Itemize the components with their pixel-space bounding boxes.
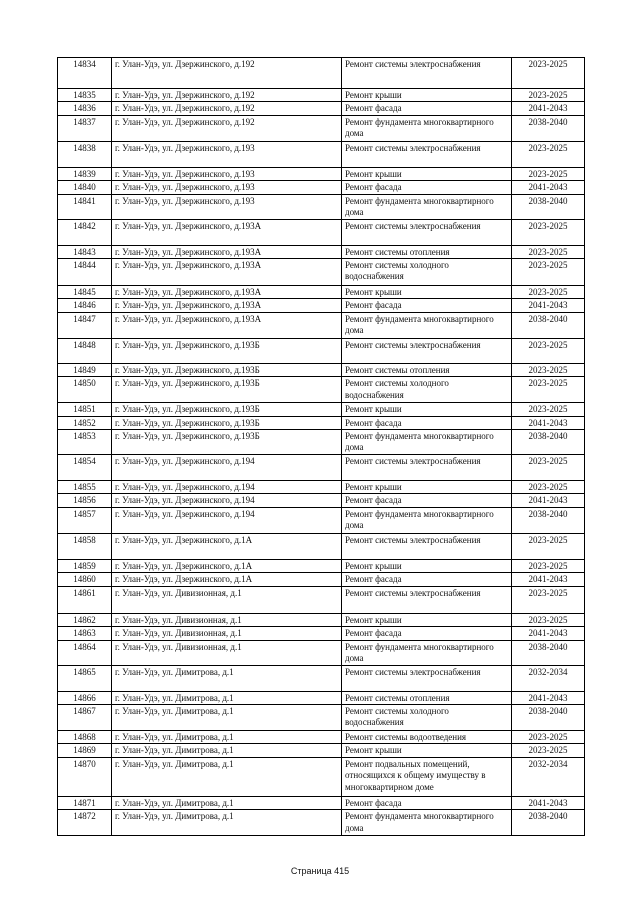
row-number-cell: 14835 [58, 89, 112, 102]
period-cell: 2023-2025 [512, 259, 585, 286]
period-cell: 2023-2025 [512, 730, 585, 743]
address-cell: г. Улан-Удэ, ул. Димитрова, д.1 [112, 665, 342, 691]
row-number-cell: 14857 [58, 507, 112, 533]
row-number-cell: 14852 [58, 416, 112, 429]
work-type-cell: Ремонт системы электроснабжения [342, 338, 512, 363]
work-type-cell: Ремонт системы отопления [342, 691, 512, 704]
work-type-cell: Ремонт фундамента многоквартирного дома [342, 810, 512, 836]
row-number-cell: 14850 [58, 377, 112, 403]
table-row [58, 259, 585, 286]
row-number-cell: 14865 [58, 665, 112, 691]
row-number-cell: 14841 [58, 194, 112, 219]
address-cell: г. Улан-Удэ, ул. Дзержинского, д.192 [112, 115, 342, 141]
row-number-cell: 14844 [58, 259, 112, 286]
address-cell: г. Улан-Удэ, ул. Дзержинского, д.193А [112, 259, 342, 286]
work-type-cell: Ремонт фасада [342, 102, 512, 115]
row-number-cell: 14871 [58, 796, 112, 809]
period-cell: 2023-2025 [512, 559, 585, 572]
address-cell: г. Улан-Удэ, ул. Дзержинского, д.193А [112, 312, 342, 338]
period-cell: 2041-2043 [512, 691, 585, 704]
period-cell: 2041-2043 [512, 416, 585, 429]
period-cell: 2038-2040 [512, 810, 585, 836]
period-cell: 2023-2025 [512, 377, 585, 403]
work-type-cell: Ремонт крыши [342, 559, 512, 572]
period-cell: 2023-2025 [512, 167, 585, 180]
table-row [58, 416, 585, 429]
work-type-cell: Ремонт крыши [342, 481, 512, 494]
period-cell: 2038-2040 [512, 194, 585, 219]
address-cell: г. Улан-Удэ, ул. Дзержинского, д.193Б [112, 403, 342, 416]
work-type-cell: Ремонт крыши [342, 403, 512, 416]
row-number-cell: 14860 [58, 573, 112, 586]
row-number-cell: 14838 [58, 141, 112, 167]
row-number-cell: 14866 [58, 691, 112, 704]
period-cell: 2038-2040 [512, 430, 585, 455]
work-type-cell: Ремонт фундамента многоквартирного дома [342, 430, 512, 455]
work-type-cell: Ремонт подвальных помещений, относящихся к общему имуществу в многоквартирном доме [342, 757, 512, 796]
address-cell: г. Улан-Удэ, ул. Димитрова, д.1 [112, 757, 342, 796]
row-number-cell: 14849 [58, 363, 112, 376]
table-row [58, 102, 585, 115]
row-number-cell: 14854 [58, 455, 112, 481]
table-row [58, 312, 585, 338]
address-cell: г. Улан-Удэ, ул. Димитрова, д.1 [112, 810, 342, 836]
row-number-cell: 14872 [58, 810, 112, 836]
table-row [58, 494, 585, 507]
address-cell: г. Улан-Удэ, ул. Дзержинского, д.193Б [112, 338, 342, 363]
work-type-cell: Ремонт системы водоотведения [342, 730, 512, 743]
table-row [58, 403, 585, 416]
period-cell: 2032-2034 [512, 665, 585, 691]
row-number-cell: 14843 [58, 245, 112, 258]
work-type-cell: Ремонт системы электроснабжения [342, 665, 512, 691]
row-number-cell: 14847 [58, 312, 112, 338]
table-row [58, 533, 585, 559]
address-cell: г. Улан-Удэ, ул. Дзержинского, д.192 [112, 58, 342, 89]
period-cell: 2038-2040 [512, 115, 585, 141]
work-type-cell: Ремонт фундамента многоквартирного дома [342, 312, 512, 338]
address-cell: г. Улан-Удэ, ул. Дзержинского, д.193Б [112, 377, 342, 403]
table-row [58, 559, 585, 572]
table-row [58, 194, 585, 219]
address-cell: г. Улан-Удэ, ул. Дзержинского, д.194 [112, 455, 342, 481]
period-cell: 2023-2025 [512, 533, 585, 559]
period-cell: 2038-2040 [512, 312, 585, 338]
period-cell: 2038-2040 [512, 640, 585, 665]
row-number-cell: 14862 [58, 613, 112, 626]
table-row [58, 613, 585, 626]
work-type-cell: Ремонт крыши [342, 167, 512, 180]
row-number-cell: 14864 [58, 640, 112, 665]
period-cell: 2023-2025 [512, 403, 585, 416]
table-row [58, 810, 585, 836]
row-number-cell: 14839 [58, 167, 112, 180]
work-type-cell: Ремонт фундамента многоквартирного дома [342, 640, 512, 665]
address-cell: г. Улан-Удэ, ул. Дзержинского, д.193А [112, 219, 342, 245]
row-number-cell: 14868 [58, 730, 112, 743]
table-row [58, 377, 585, 403]
row-number-cell: 14867 [58, 704, 112, 730]
work-type-cell: Ремонт системы электроснабжения [342, 455, 512, 481]
row-number-cell: 14846 [58, 299, 112, 312]
row-number-cell: 14853 [58, 430, 112, 455]
address-cell: г. Улан-Удэ, ул. Дзержинского, д.1А [112, 573, 342, 586]
address-cell: г. Улан-Удэ, ул. Димитрова, д.1 [112, 796, 342, 809]
period-cell: 2023-2025 [512, 245, 585, 258]
period-cell: 2041-2043 [512, 627, 585, 640]
row-number-cell: 14856 [58, 494, 112, 507]
period-cell: 2023-2025 [512, 363, 585, 376]
address-cell: г. Улан-Удэ, ул. Дивизионная, д.1 [112, 640, 342, 665]
work-type-cell: Ремонт фасада [342, 181, 512, 194]
address-cell: г. Улан-Удэ, ул. Дзержинского, д.193А [112, 286, 342, 299]
address-cell: г. Улан-Удэ, ул. Димитрова, д.1 [112, 691, 342, 704]
period-cell: 2041-2043 [512, 796, 585, 809]
address-cell: г. Улан-Удэ, ул. Дзержинского, д.193А [112, 299, 342, 312]
address-cell: г. Улан-Удэ, ул. Дзержинского, д.193А [112, 245, 342, 258]
period-cell: 2023-2025 [512, 89, 585, 102]
work-type-cell: Ремонт системы электроснабжения [342, 219, 512, 245]
address-cell: г. Улан-Удэ, ул. Дзержинского, д.194 [112, 507, 342, 533]
table-row [58, 627, 585, 640]
work-type-cell: Ремонт крыши [342, 286, 512, 299]
table-row [58, 245, 585, 258]
address-cell: г. Улан-Удэ, ул. Дзержинского, д.193 [112, 141, 342, 167]
table-row [58, 586, 585, 613]
row-number-cell: 14842 [58, 219, 112, 245]
work-type-cell: Ремонт системы холодного водоснабжения [342, 259, 512, 286]
address-cell: г. Улан-Удэ, ул. Дзержинского, д.194 [112, 481, 342, 494]
period-cell: 2023-2025 [512, 219, 585, 245]
table-row [58, 640, 585, 665]
work-type-cell: Ремонт системы отопления [342, 245, 512, 258]
table-row [58, 89, 585, 102]
page-number: Страница 415 [290, 866, 350, 876]
work-type-cell: Ремонт фасада [342, 627, 512, 640]
work-type-cell: Ремонт системы электроснабжения [342, 141, 512, 167]
work-type-cell: Ремонт фундамента многоквартирного дома [342, 194, 512, 219]
address-cell: г. Улан-Удэ, ул. Дзержинского, д.1А [112, 559, 342, 572]
period-cell: 2023-2025 [512, 338, 585, 363]
table-row [58, 455, 585, 481]
address-cell: г. Улан-Удэ, ул. Дивизионная, д.1 [112, 586, 342, 613]
address-cell: г. Улан-Удэ, ул. Дзержинского, д.193 [112, 181, 342, 194]
period-cell: 2023-2025 [512, 141, 585, 167]
address-cell: г. Улан-Удэ, ул. Дзержинского, д.193Б [112, 430, 342, 455]
work-type-cell: Ремонт фасада [342, 796, 512, 809]
row-number-cell: 14840 [58, 181, 112, 194]
row-number-cell: 14845 [58, 286, 112, 299]
address-cell: г. Улан-Удэ, ул. Дивизионная, д.1 [112, 613, 342, 626]
work-type-cell: Ремонт фундамента многоквартирного дома [342, 507, 512, 533]
table-row [58, 299, 585, 312]
address-cell: г. Улан-Удэ, ул. Дивизионная, д.1 [112, 627, 342, 640]
period-cell: 2023-2025 [512, 286, 585, 299]
period-cell: 2041-2043 [512, 102, 585, 115]
table-row [58, 691, 585, 704]
work-type-cell: Ремонт крыши [342, 613, 512, 626]
row-number-cell: 14855 [58, 481, 112, 494]
period-cell: 2023-2025 [512, 455, 585, 481]
row-number-cell: 14851 [58, 403, 112, 416]
table-row [58, 167, 585, 180]
work-type-cell: Ремонт системы отопления [342, 363, 512, 376]
work-type-cell: Ремонт фасада [342, 416, 512, 429]
work-type-cell: Ремонт системы холодного водоснабжения [342, 377, 512, 403]
period-cell: 2023-2025 [512, 613, 585, 626]
period-cell: 2041-2043 [512, 181, 585, 194]
table-row [58, 757, 585, 796]
period-cell: 2023-2025 [512, 481, 585, 494]
table-row [58, 507, 585, 533]
period-cell: 2023-2025 [512, 58, 585, 89]
table-row [58, 665, 585, 691]
works-table [57, 57, 585, 836]
address-cell: г. Улан-Удэ, ул. Дзержинского, д.193Б [112, 363, 342, 376]
work-type-cell: Ремонт фасада [342, 494, 512, 507]
table-row [58, 219, 585, 245]
row-number-cell: 14858 [58, 533, 112, 559]
work-type-cell: Ремонт крыши [342, 89, 512, 102]
address-cell: г. Улан-Удэ, ул. Дзержинского, д.1А [112, 533, 342, 559]
table-row [58, 58, 585, 89]
address-cell: г. Улан-Удэ, ул. Димитрова, д.1 [112, 730, 342, 743]
table-body [58, 58, 585, 836]
period-cell: 2023-2025 [512, 744, 585, 757]
work-type-cell: Ремонт системы холодного водоснабжения [342, 704, 512, 730]
address-cell: г. Улан-Удэ, ул. Дзержинского, д.193 [112, 167, 342, 180]
table-row [58, 286, 585, 299]
address-cell: г. Улан-Удэ, ул. Димитрова, д.1 [112, 744, 342, 757]
period-cell: 2038-2040 [512, 704, 585, 730]
row-number-cell: 14861 [58, 586, 112, 613]
period-cell: 2041-2043 [512, 299, 585, 312]
work-type-cell: Ремонт фасада [342, 573, 512, 586]
row-number-cell: 14869 [58, 744, 112, 757]
table-row [58, 338, 585, 363]
row-number-cell: 14848 [58, 338, 112, 363]
table-row [58, 730, 585, 743]
row-number-cell: 14836 [58, 102, 112, 115]
address-cell: г. Улан-Удэ, ул. Дзержинского, д.192 [112, 102, 342, 115]
work-type-cell: Ремонт фасада [342, 299, 512, 312]
table-row [58, 573, 585, 586]
row-number-cell: 14837 [58, 115, 112, 141]
work-type-cell: Ремонт крыши [342, 744, 512, 757]
table-row [58, 704, 585, 730]
address-cell: г. Улан-Удэ, ул. Дзержинского, д.193 [112, 194, 342, 219]
address-cell: г. Улан-Удэ, ул. Димитрова, д.1 [112, 704, 342, 730]
row-number-cell: 14834 [58, 58, 112, 89]
table-row [58, 363, 585, 376]
table-row [58, 141, 585, 167]
period-cell: 2041-2043 [512, 573, 585, 586]
table-row [58, 115, 585, 141]
table-row [58, 796, 585, 809]
table-row [58, 430, 585, 455]
work-type-cell: Ремонт системы электроснабжения [342, 586, 512, 613]
work-type-cell: Ремонт фундамента многоквартирного дома [342, 115, 512, 141]
row-number-cell: 14863 [58, 627, 112, 640]
period-cell: 2023-2025 [512, 586, 585, 613]
row-number-cell: 14859 [58, 559, 112, 572]
address-cell: г. Улан-Удэ, ул. Дзержинского, д.192 [112, 89, 342, 102]
address-cell: г. Улан-Удэ, ул. Дзержинского, д.193Б [112, 416, 342, 429]
address-cell: г. Улан-Удэ, ул. Дзержинского, д.194 [112, 494, 342, 507]
work-type-cell: Ремонт системы электроснабжения [342, 58, 512, 89]
period-cell: 2032-2034 [512, 757, 585, 796]
table-row [58, 481, 585, 494]
period-cell: 2038-2040 [512, 507, 585, 533]
table-row [58, 181, 585, 194]
work-type-cell: Ремонт системы электроснабжения [342, 533, 512, 559]
row-number-cell: 14870 [58, 757, 112, 796]
period-cell: 2041-2043 [512, 494, 585, 507]
table-row [58, 744, 585, 757]
